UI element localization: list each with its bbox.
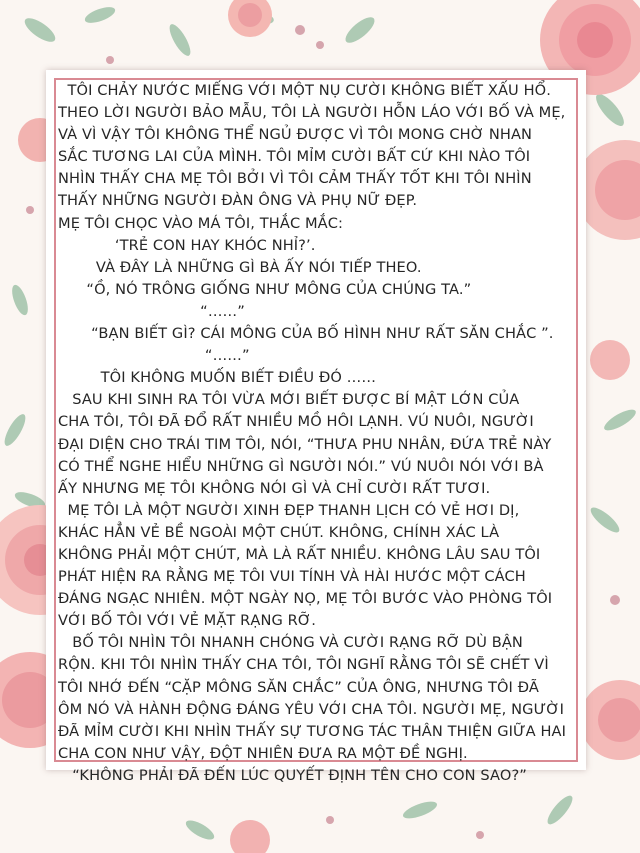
text-line: KHÔNG PHẢI MỘT CHÚT, MÀ LÀ RẤT NHIỀU. KHÔNG LÂU SAU TÔI (58, 545, 541, 563)
text-line: PHÁT HIỆN RA RẰNG MẸ TÔI VUI TÍNH VÀ HÀI HƯỚC MỘT CÁCH (58, 568, 526, 586)
text-line: RỘN. KHI TÔI NHÌN THẤY CHA TÔI, TÔI NGHĨ RẰNG TÔI SẼ CHẾT VÌ (58, 656, 549, 674)
text-line: “……” (58, 347, 250, 365)
text-line: KHÁC HẲN VẺ BỀ NGOÀI MỘT CHÚT. KHÔNG, CHÍNH XÁC LÀ (58, 523, 500, 541)
text-line: THEO LỜI NGƯỜI BẢO MẪU, TÔI LÀ NGƯỜI HỖN LÁO VỚI BỐ VÀ MẸ, (58, 104, 566, 122)
text-line: SẮC TƯƠNG LAI CỦA MÌNH. TÔI MỈM CƯỜI BẤT CỨ KHI NÀO TÔI (58, 148, 531, 166)
text-line: ĐÃ MỈM CƯỜI KHI NHÌN THẤY SỰ TƯƠNG TÁC THÂN THIỆN GIỮA HAI (58, 722, 567, 740)
text-line: CHA TÔI, TÔI ĐÃ ĐỔ RẤT NHIỀU MỒ HÔI LẠNH. VÚ NUÔI, NGƯỜI (58, 413, 534, 431)
text-line: VÀ ĐÂY LÀ NHỮNG GÌ BÀ ẤY NÓI TIẾP THEO. (58, 258, 422, 276)
text-line: ẤY NHƯNG MẸ TÔI KHÔNG NÓI GÌ VÀ CHỈ CƯỜI RẤT TƯƠI. (58, 479, 491, 497)
text-line: ĐẠI DIỆN CHO TRÁI TIM TÔI, NÓI, “THƯA PHU NHÂN, ĐỨA TRẺ NÀY (58, 435, 552, 453)
text-line: NHÌN THẤY CHA MẸ TÔI BỞI VÌ TÔI CẢM THẤY TỐT KHI TÔI NHÌN (58, 170, 532, 188)
text-line: TÔI NHỚ ĐẾN “CẶP MÔNG SĂN CHẮC” CỦA ÔNG, NHƯNG TÔI ĐÃ (58, 678, 539, 696)
text-line: CÓ THỂ NGHE HIỂU NHỮNG GÌ NGƯỜI NÓI.” VÚ NUÔI NÓI VỚI BÀ (58, 457, 544, 475)
text-line: TÔI CHẢY NƯỚC MIẾNG VỚI MỘT NỤ CƯỜI KHÔNG BIẾT XẤU HỔ. (58, 82, 551, 99)
text-line: VÀ VÌ VẬY TÔI KHÔNG THỂ NGỦ ĐƯỢC VÌ TÔI MONG CHỜ NHAN (58, 126, 533, 144)
text-line: THẤY NHỮNG NGƯỜI ĐÀN ÔNG VÀ PHỤ NỮ ĐẸP. (58, 192, 418, 210)
text-line: “Ồ, NÓ TRÔNG GIỐNG NHƯ MÔNG CỦA CHÚNG TA.” (58, 280, 472, 298)
text-line: MẸ TÔI LÀ MỘT NGƯỜI XINH ĐẸP THANH LỊCH CÓ VẺ HƠI DỊ, (58, 501, 520, 519)
text-line: “KHÔNG PHẢI ĐÃ ĐẾN LÚC QUYẾT ĐỊNH TÊN CHO CON SAO?” (58, 766, 527, 784)
story-text (58, 80, 576, 787)
text-line: ĐÁNG NGẠC NHIÊN. MỘT NGÀY NỌ, MẸ TÔI BƯỚC VÀO PHÒNG TÔI (58, 590, 553, 608)
text-line: BỐ TÔI NHÌN TÔI NHANH CHÓNG VÀ CƯỜI RẠNG RỠ DÙ BẬN (58, 634, 523, 652)
text-line: ‘TRẺ CON HAY KHÓC NHỈ?’. (58, 236, 316, 254)
text-line: MẸ TÔI CHỌC VÀO MÁ TÔI, THẮC MẮC: (58, 214, 344, 232)
text-line: TÔI KHÔNG MUỐN BIẾT ĐIỀU ĐÓ …… (58, 369, 377, 387)
text-line: SAU KHI SINH RA TÔI VỪA MỚI BIẾT ĐƯỢC BÍ MẬT LỚN CỦA (58, 391, 520, 409)
text-line: CHA CON NHƯ VẬY, ĐỘT NHIÊN ĐƯA RA MỘT ĐỀ NGHỊ. (58, 744, 468, 762)
text-line: “……” (58, 302, 245, 320)
text-line: “BẠN BIẾT GÌ? CÁI MÔNG CỦA BỐ HÌNH NHƯ RẤT SĂN CHẮC ”. (58, 325, 554, 343)
text-line: ÔM NÓ VÀ HÀNH ĐỘNG ĐÁNG YÊU VỚI CHA TÔI. NGƯỜI MẸ, NGƯỜI (58, 700, 565, 718)
text-line: VỚI BỐ TÔI VỚI VẺ MẶT RẠNG RỠ. (58, 612, 317, 630)
